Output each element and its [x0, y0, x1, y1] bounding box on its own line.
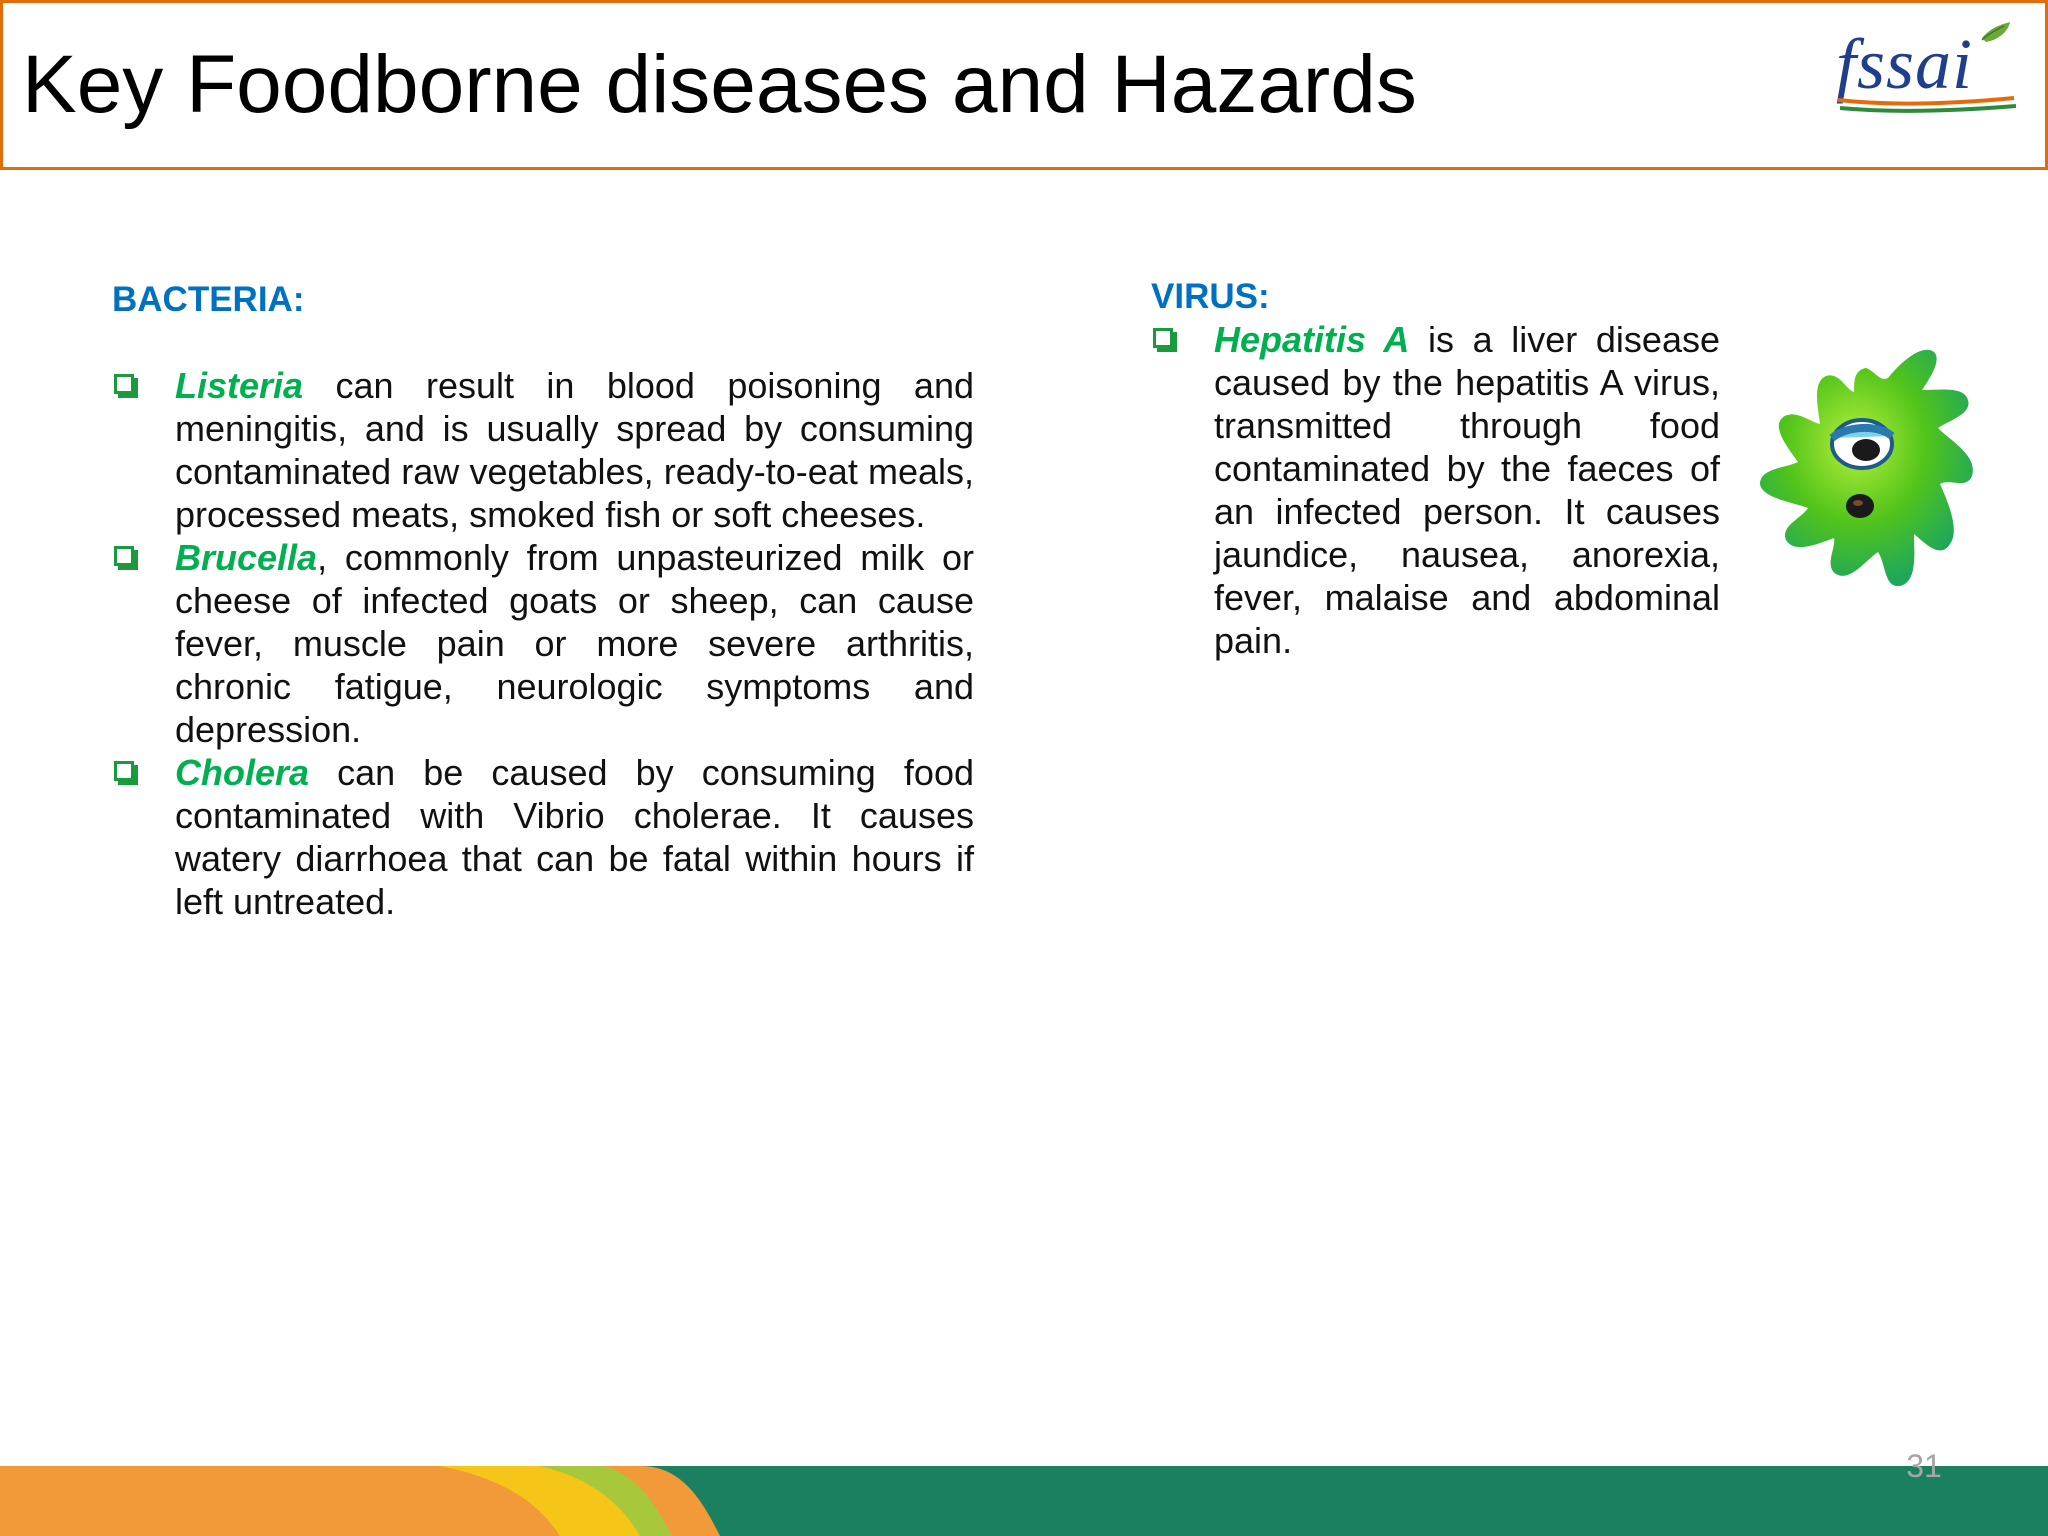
term-hepatitis-a: Hepatitis A: [1214, 319, 1410, 360]
slide-title: Key Foodborne diseases and Hazards: [22, 39, 1417, 130]
description-cholera: can be caused by consuming food contaminated with Vibrio cholerae. It causes watery diarrhoea that can be fatal within hours if left untreated.: [175, 752, 974, 922]
bacteria-column: [112, 278, 974, 923]
fssai-logo-text: fssai: [1836, 24, 1974, 104]
term-cholera: Cholera: [175, 752, 310, 793]
virus-list: [1151, 318, 1720, 662]
checkbox-bullet-icon: [1153, 328, 1173, 348]
description-brucella: , commonly from unpasteurized milk or cheese of infected goats or sheep, can cause fever, muscle pain or more severe arthritis, chronic fatigue, neurologic symptoms and depression.: [175, 537, 974, 750]
checkbox-bullet-icon: [114, 546, 134, 566]
virus-illustration: [1754, 338, 1984, 592]
checkbox-bullet-icon: [114, 761, 134, 781]
description-hepatitis-a: is a liver disease caused by the hepatitis A virus, transmitted through food contaminated by the faeces of an infected person. It causes jaundice, nausea, anorexia, fever, malaise and abdominal pain.: [1214, 319, 1720, 661]
description-listeria: can result in blood poisoning and meningitis, and is usually spread by consuming contaminated raw vegetables, ready-to-eat meals, processed meats, smoked fish or soft cheeses.: [175, 365, 974, 535]
bacteria-heading: BACTERIA:: [112, 280, 305, 319]
fssai-logo: [1832, 20, 2022, 125]
list-item-brucella: [112, 536, 974, 751]
list-item-hepatitis-a: [1151, 318, 1720, 662]
fssai-logo-graphic: [1832, 20, 2022, 125]
footer-stripe-graphic: [0, 1466, 2048, 1536]
checkbox-bullet-icon: [114, 374, 134, 394]
list-item-cholera: [112, 751, 974, 923]
bacteria-list: [112, 364, 974, 923]
page-number: 31: [1906, 1448, 1942, 1484]
footer-band: [0, 1466, 2048, 1536]
term-brucella: Brucella: [175, 537, 318, 578]
term-listeria: Listeria: [175, 365, 304, 406]
list-item-listeria: [112, 364, 974, 536]
virus-heading: VIRUS:: [1151, 277, 1270, 316]
virus-cartoon-icon: [1754, 338, 1984, 592]
virus-column: [1151, 275, 1720, 662]
